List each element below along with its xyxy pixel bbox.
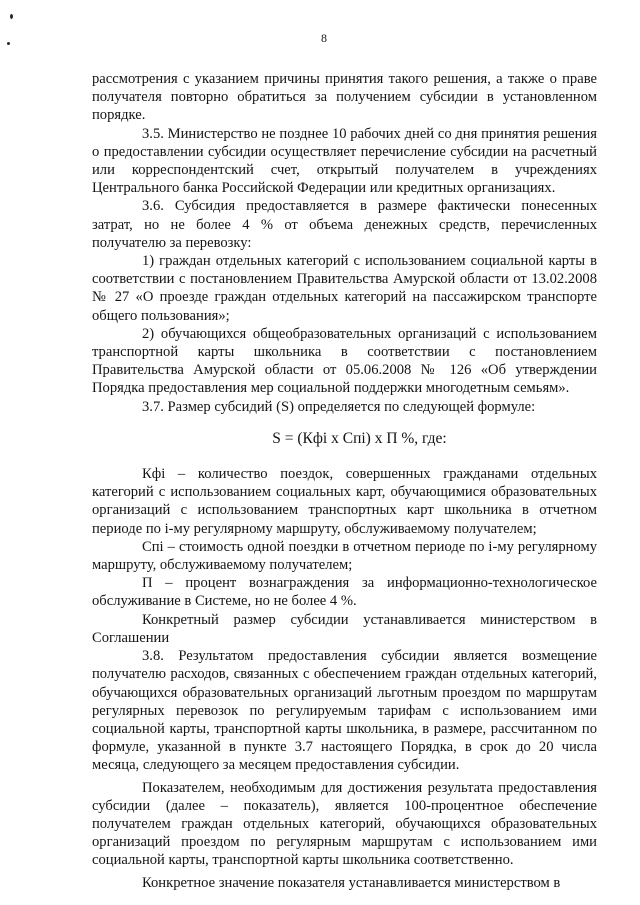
- clause-3-8: 3.8. Результатом предоставления субсидии является возмещение получателю расходов, связанных с обеспечением граждан отдельных категорий, обучающихся образовательных организаций льготным проездом по маршрутам регулярных перевозок по регулируемым тарифам с использованием ими социальной карты, транспортной карты школьника, в размере, рассчитанном по формуле, указанной в пункте 3.7 настоящего Порядка, в срок до 20 числа месяца, следующего за месяцем предоставления субсидии.: [92, 648, 597, 774]
- definition-spi: Спi – стоимость одной поездки в отчетном периоде по i-му регулярному маршруту, обслуживаемому получателем;: [92, 538, 597, 574]
- scan-speck: [10, 14, 13, 19]
- indicator-paragraph: Показателем, необходимым для достижения результата предоставления субсидии (далее – показатель), является 100-процентное обеспечение получателем граждан отдельных категорий, обучающихся образовательных организаций проездом по регулярным маршрутам с использованием ими социальной карты, транспортной карты школьника соответственно.: [92, 779, 597, 869]
- clause-3-6-item-1: 1) граждан отдельных категорий с использованием социальной карты в соответствии с постановлением Правительства Амурской области от 13.02.2008 № 27 «О проезде граждан отдельных категорий на пассажирском транспорте общего пользования»;: [92, 253, 597, 324]
- definition-p: П – процент вознаграждения за информационно-технологическое обслуживание в Системе, но не более 4 %.: [92, 575, 597, 610]
- clause-3-6: 3.6. Субсидия предоставляется в размере фактически понесенных затрат, но не более 4 % от объема денежных средств, перечисленных получателю за перевозку:: [92, 198, 597, 251]
- indicator-value-note: Конкретное значение показателя устанавливается министерством в: [142, 874, 561, 891]
- definition-kfi: Кфi – количество поездок, совершенных гражданами отдельных категорий с использованием социальных карт, обучающимися образовательных организаций с использованием транспортных карт школьника в отчетном периоде по i-му регулярному маршруту, обслуживаемому получателем;: [92, 466, 597, 537]
- document-body: [92, 70, 597, 892]
- paragraph-continuation: рассмотрения с указанием причины принятия такого решения, а также о праве получателя повторно обратиться за получением субсидии в установленном порядке.: [92, 71, 597, 124]
- page-number: 8: [321, 31, 327, 45]
- subsidy-formula: S = (Кфi х Спi) х П %, где:: [272, 429, 447, 447]
- clause-3-7: 3.7. Размер субсидий (S) определяется по следующей формуле:: [142, 398, 536, 415]
- clause-3-6-item-2: 2) обучающихся общеобразовательных организаций с использованием транспортной карты школьника в соответствии с постановлением Правительства Амурской области от 05.06.2008 № 126 «Об утверждении Порядка предоставления мер социальной поддержки многодетным семьям».: [92, 325, 597, 397]
- clause-3-5: 3.5. Министерство не позднее 10 рабочих дней со дня принятия решения о предоставлении субсидии осуществляет перечисление субсидии на расчетный или корреспондентский счет, открытый получателем в учреждениях Центрального банка Российской Федерации или кредитных организациях.: [92, 125, 597, 197]
- subsidy-size-note: Конкретный размер субсидии устанавливается министерством в Соглашении: [92, 611, 597, 646]
